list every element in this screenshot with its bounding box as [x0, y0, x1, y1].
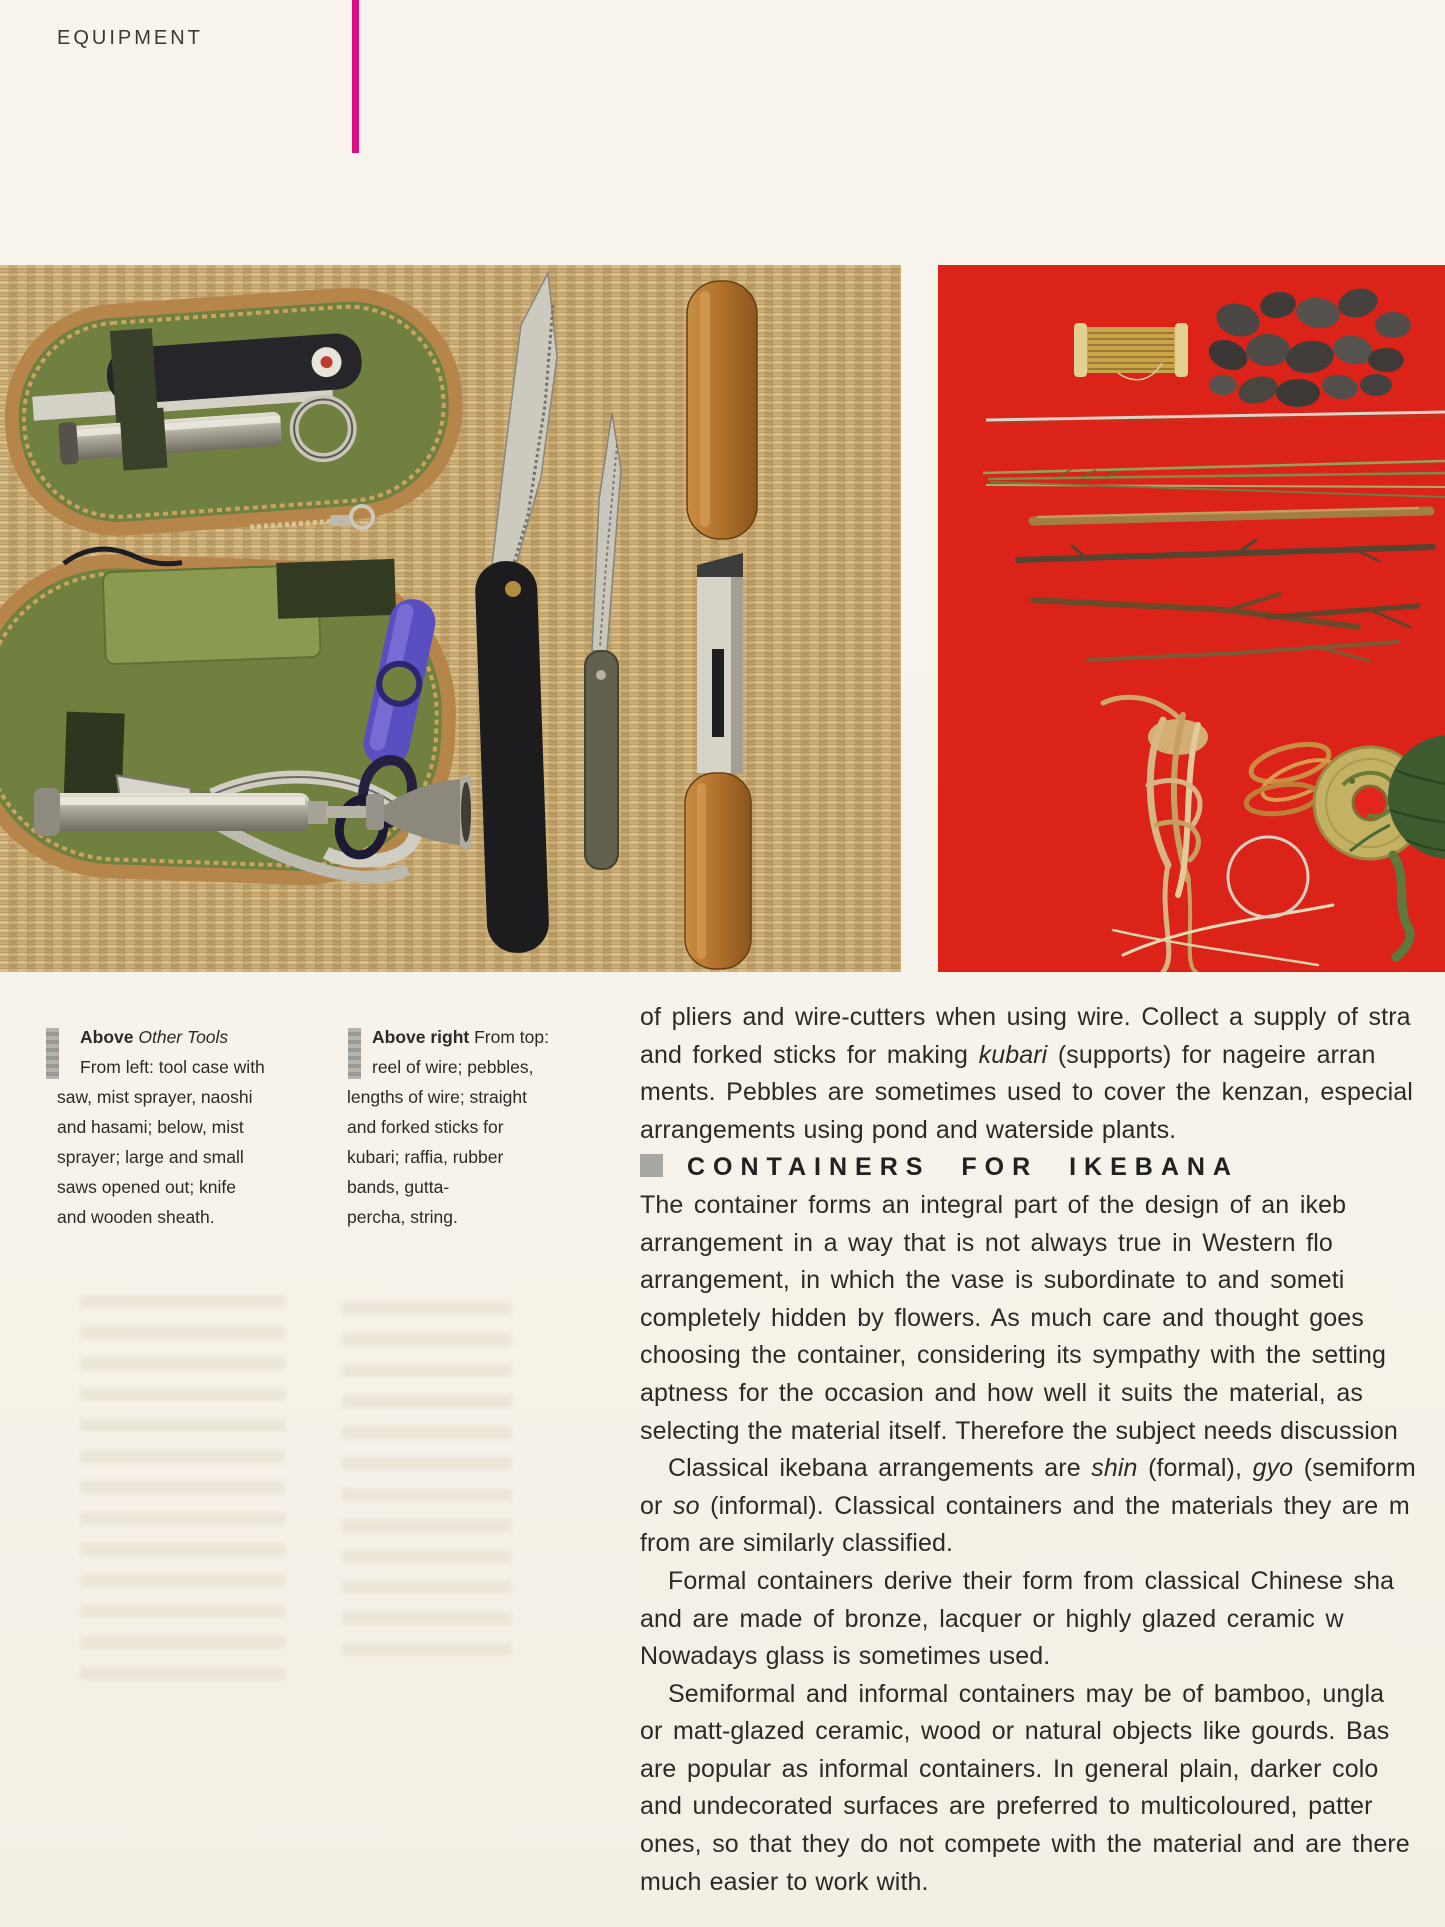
body-line: completely hidden by flowers. As much care and thought goes	[640, 1303, 1364, 1332]
caption-line: kubari; raffia, rubber	[347, 1147, 504, 1167]
body-line: arrangement, in which the vase is subordinate to and someti	[640, 1266, 1345, 1295]
body-line: arrangements using pond and waterside plants.	[640, 1115, 1177, 1144]
caption-line: reel of wire; pebbles,	[372, 1057, 534, 1077]
body-column	[640, 999, 1445, 1901]
tools-illustration	[0, 265, 901, 972]
caption-marker-bar	[348, 1028, 361, 1079]
body-line: of pliers and wire-cutters when using wire. Collect a supply of stra	[640, 1003, 1411, 1031]
caption-line: and hasami; below, mist	[57, 1117, 244, 1137]
tool-case-bottom-half	[0, 544, 454, 883]
wire-reel	[1074, 323, 1188, 380]
body-line: Classical ikebana arrangements are shin (formal), gyo (semiform	[668, 1454, 1416, 1483]
caption-line: sprayer; large and small	[57, 1147, 244, 1167]
body-line: or matt-glazed ceramic, wood or natural objects like gourds. Bas	[640, 1717, 1390, 1746]
body-line: Formal containers derive their form from classical Chinese sha	[668, 1566, 1395, 1595]
body-line: much easier to work with.	[640, 1867, 929, 1896]
body-line: arrangement in a way that is not always true in Western flo	[640, 1228, 1333, 1257]
caption-line: and wooden sheath.	[57, 1207, 215, 1227]
caption-left-photo	[46, 1022, 326, 1232]
body-line: and undecorated surfaces are preferred to multicoloured, patter	[640, 1792, 1373, 1821]
tool-case-top-half	[5, 288, 463, 536]
caption-line: saw, mist sprayer, naoshi	[57, 1087, 253, 1107]
body-line: Semiformal and informal containers may be of bamboo, ungla	[668, 1679, 1385, 1708]
caption-line: percha, string.	[347, 1207, 458, 1227]
body-line: ones, so that they do not compete with the material and are there	[640, 1830, 1410, 1859]
body-line: The container forms an integral part of the design of an ikeb	[640, 1190, 1347, 1219]
section-heading-text: CONTAINERS FOR IKEBANA	[687, 1153, 1239, 1182]
caption-line: bands, gutta-	[347, 1177, 450, 1197]
caption-line: Above right From top:	[372, 1027, 549, 1047]
body-line: choosing the container, considering its sympathy with the setting	[640, 1341, 1387, 1370]
caption-line: lengths of wire; straight	[347, 1087, 527, 1107]
photo-wiring-materials	[938, 265, 1445, 972]
body-line: and are made of bronze, lacquer or highly glazed ceramic w	[640, 1604, 1344, 1633]
body-line: from are similarly classified.	[640, 1529, 954, 1558]
body-line: ments. Pebbles are sometimes used to cover the kenzan, especial	[640, 1078, 1413, 1107]
magenta-rule	[352, 0, 359, 153]
page-header-label: EQUIPMENT	[57, 27, 203, 49]
photo-other-tools	[0, 265, 901, 972]
caption-line: Above Other Tools	[80, 1027, 229, 1047]
heading-bullet-square	[640, 1154, 663, 1177]
page-showthrough	[342, 1302, 512, 1657]
body-line: or so (informal). Classical containers and the materials they are m	[640, 1491, 1410, 1520]
page-showthrough	[80, 1295, 285, 1690]
caption-marker-bar	[46, 1028, 59, 1079]
section-heading	[640, 1149, 1445, 1187]
caption-line: and forked sticks for	[347, 1117, 504, 1137]
body-line: aptness for the occasion and how well it suits the material, as	[640, 1378, 1363, 1407]
body-line: are popular as informal containers. In general plain, darker colo	[640, 1754, 1379, 1783]
caption-right-photo	[347, 1022, 567, 1232]
materials-illustration	[938, 265, 1445, 972]
body-line: Nowadays glass is sometimes used.	[640, 1642, 1051, 1671]
body-line: selecting the material itself. Therefore the subject needs discussion	[640, 1416, 1398, 1445]
caption-line: saws opened out; knife	[57, 1177, 237, 1197]
caption-line: From left: tool case with	[80, 1057, 265, 1077]
body-line: and forked sticks for making kubari (supports) for nageire arran	[640, 1040, 1376, 1069]
